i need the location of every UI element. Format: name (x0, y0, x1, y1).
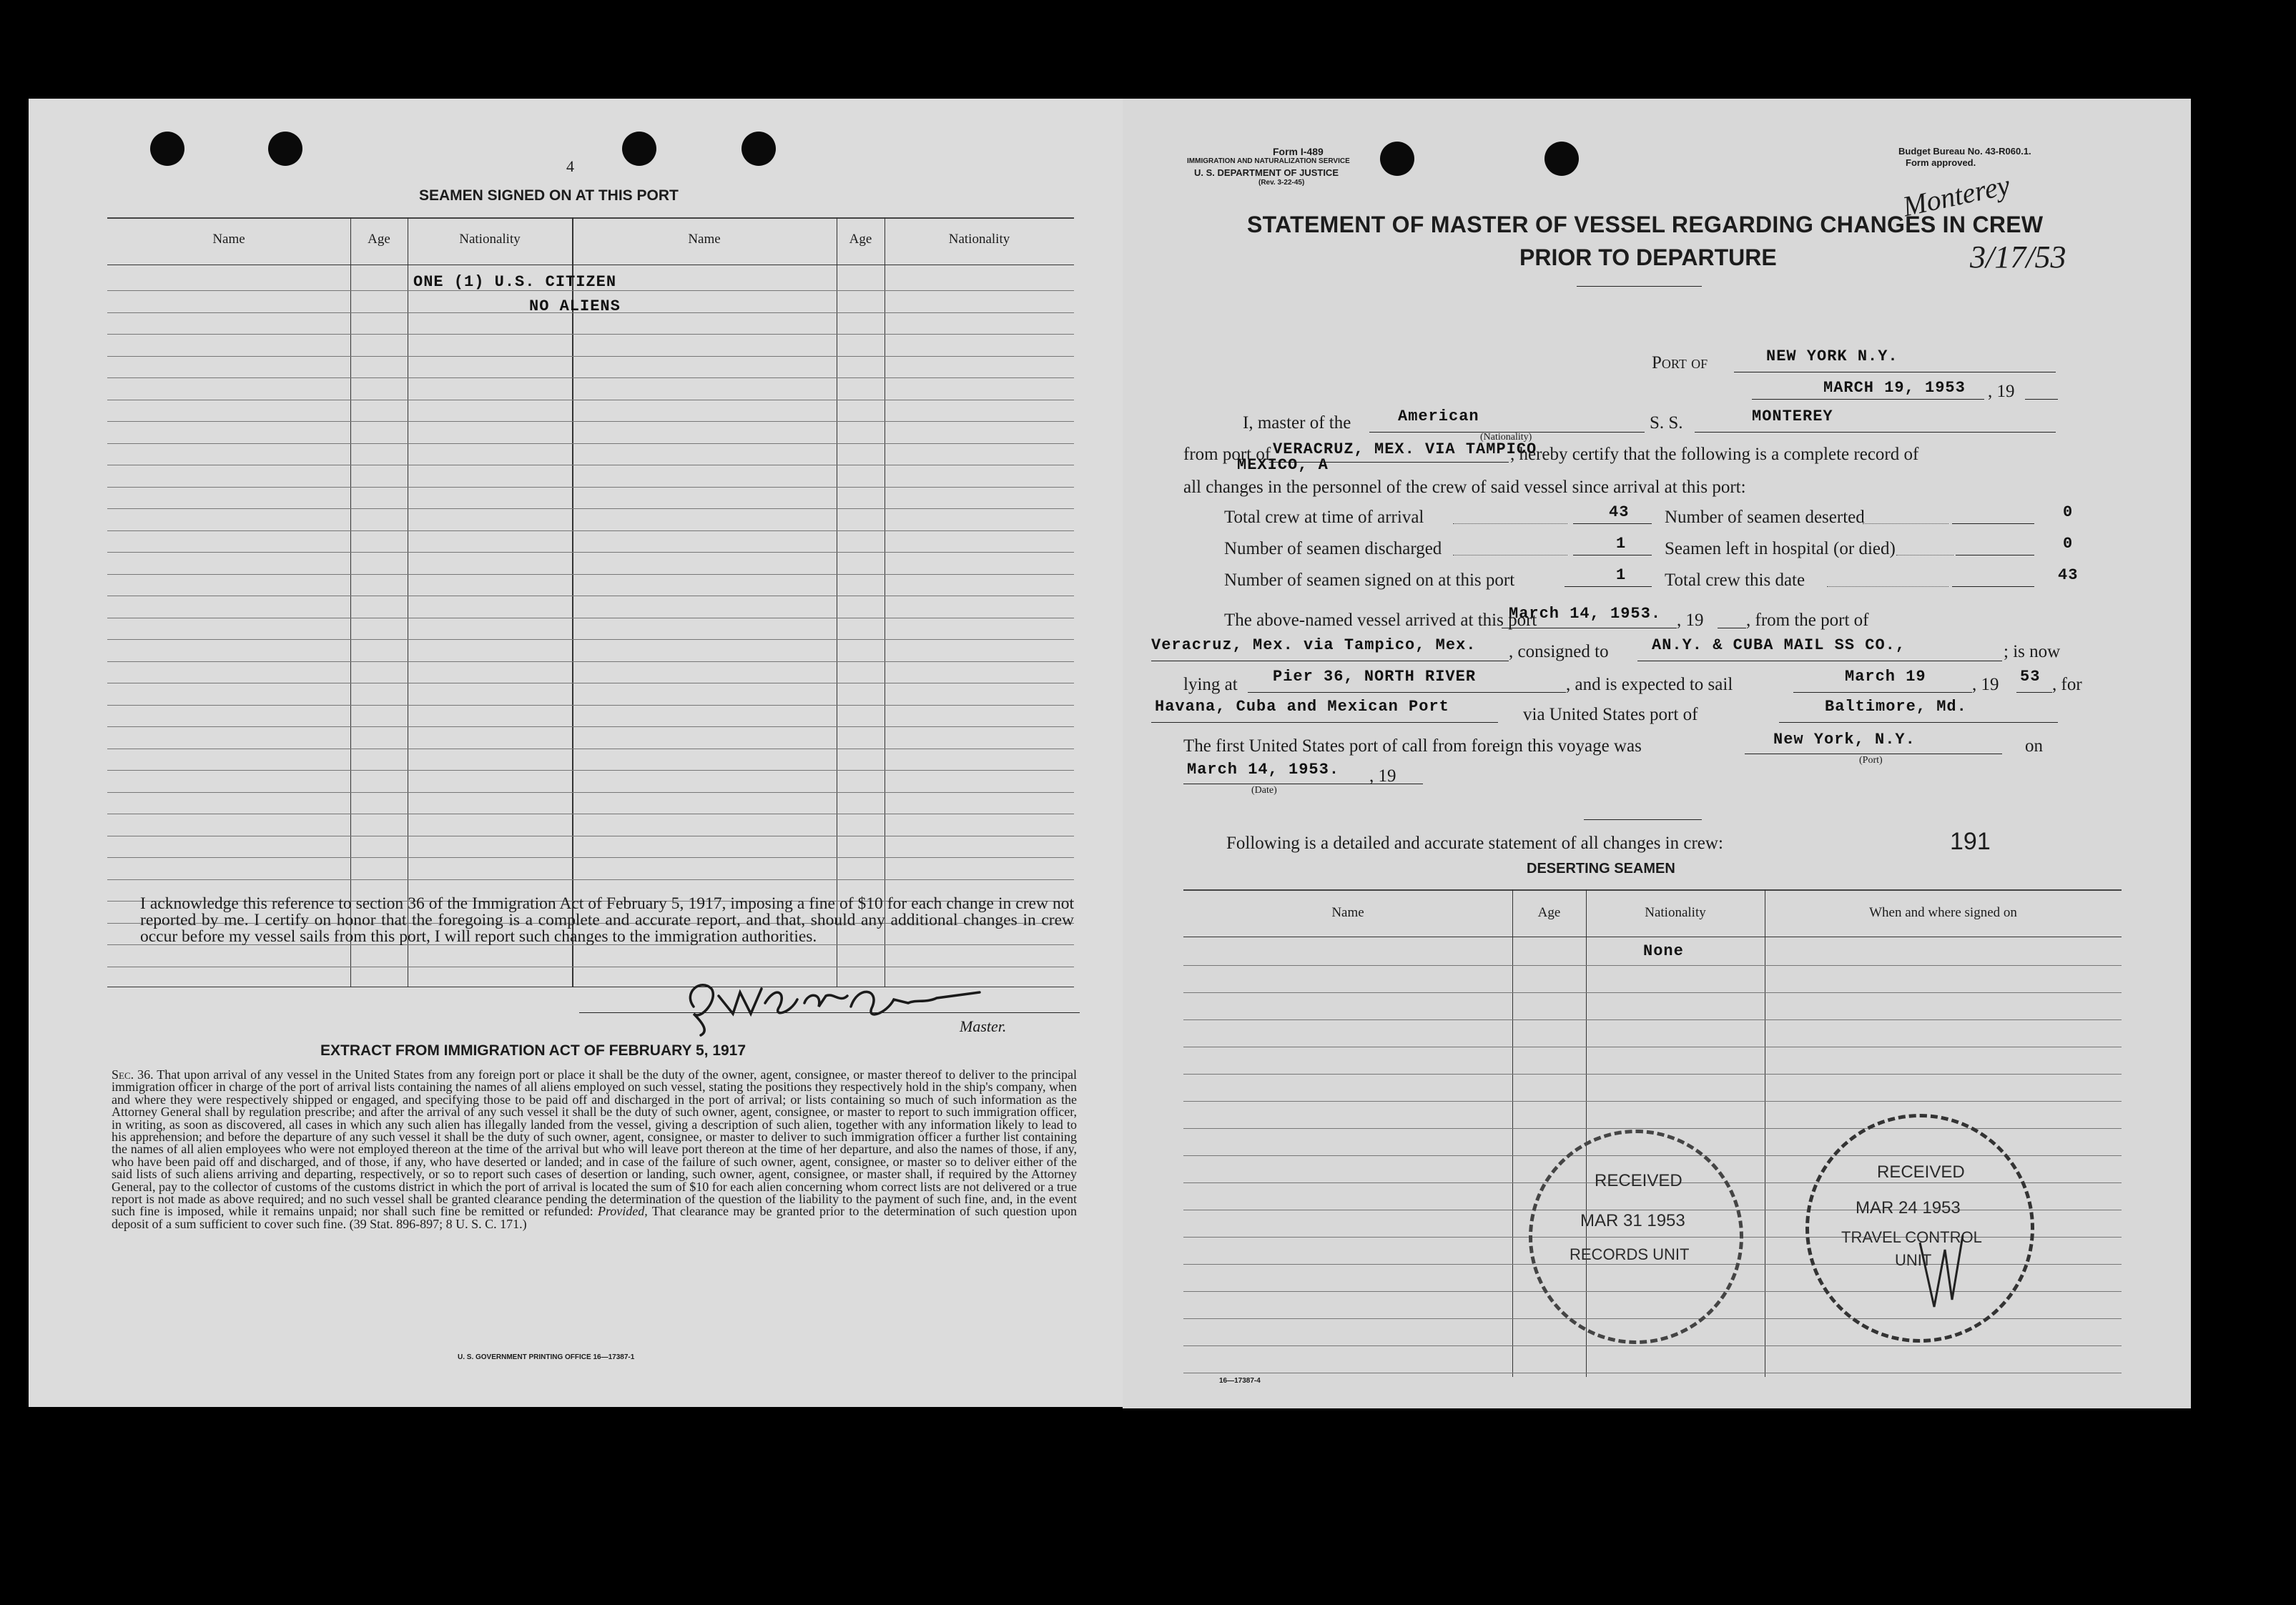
discharged-label: Number of seamen discharged (1224, 539, 1442, 558)
punch-hole (150, 132, 184, 166)
first-port-date: March 14, 1953. (1187, 761, 1340, 779)
punch-hole (1544, 142, 1579, 176)
destination: Havana, Cuba and Mexican Port (1155, 698, 1449, 716)
table-row-rule (107, 726, 1074, 727)
hospital-label: Seamen left in hospital (or died) (1665, 539, 1896, 558)
table-row-rule (1183, 965, 2122, 966)
origin-port: Veracruz, Mex. via Tampico, Mex. (1151, 636, 1477, 654)
page-number: 4 (566, 157, 574, 175)
total-crew-arrival-label: Total crew at time of arrival (1224, 508, 1424, 527)
signed-on-value: 1 (1616, 566, 1627, 584)
punch-hole (1380, 142, 1414, 176)
table-row-rule (107, 487, 1074, 488)
table-row-rule (1183, 1074, 2122, 1075)
deserting-title: DESERTING SEAMEN (1527, 861, 1675, 876)
consignee: AN.Y. & CUBA MAIL SS CO., (1652, 636, 1906, 654)
from-port-label: from port of (1183, 445, 1271, 464)
table-row-rule (1183, 1128, 2122, 1129)
stamp-initials (1913, 1228, 1970, 1314)
year-suffix: , 19 (1988, 382, 2015, 401)
table-row-rule (107, 770, 1074, 771)
extract-body: That upon arrival of any vessel in the United States from any foreign port or place it shall be the duty of the owner, agent, consignee, or master thereof to deliver to the principal immigration officer in charge of the port of arrival lists containing the names of all aliens employed on such vessel, stating the positions they respectively hold in the ship's company, when and where they were respectively shipped or engaged, and specifying those to be paid off and discharged in the port of arrival; or lists containing so much of such information as the Attorney General shall by regulation prescribe; and after the arrival of any such vessel it shall be the duty of such owner, agent, consignee, or master to report to such immigration officer, in writing, as soon as discovered, all cases in which any such alien has illegally landed from the vessel, giving a description of such alien, together with any information likely to lead to his apprehension; and before the departure of any such vessel it shall be the duty of such owner, agent, consignee, or master to deliver to such immigration officer a further list containing the names of all alien employees who were not employed thereon at the time of the arrival but who will leave port thereon at the time of her departure, and also the names of those, if any, who have been paid off and discharged, and of those, if any, who have deserted or landed; and in case of the failure of such owner, agent, consignee, or master so to deliver either of the said lists of such aliens arriving and departing, respectively, or so to report such cases of desertion or landing, such owner, agent, consignee, or master shall, if required by the Attorney General, pay to the collector of customs of the customs district in which the port of arrival is located the sum of $10 for each alien concerning whom correct lists are not delivered or a true report is not made as above required; and no such vessel shall be granted clearance pending the determination of the question of the liability to the payment of such fine, and, in the event such fine is imposed, while it remains unpaid; nor shall such fine be remitted or refunded: (112, 1067, 1077, 1219)
for-label: , for (2052, 675, 2082, 694)
form-title: STATEMENT OF MASTER OF VESSEL REGARDING CHANGES IN CREW (1247, 212, 2044, 237)
first-date-year-suffix: , 19 (1369, 766, 1396, 786)
stamp-travel-line1: RECEIVED (1877, 1162, 1965, 1182)
arrived-label: The above-named vessel arrived at this port (1224, 611, 1537, 630)
col-header-nationality: Nationality (459, 232, 521, 247)
extract-sec: Sec. 36. (112, 1067, 154, 1082)
col-header-age: Age (849, 232, 872, 247)
stamp-travel-line3: TRAVEL CONTROL (1841, 1228, 1982, 1246)
expected-label: , and is expected to sail (1566, 675, 1733, 694)
consigned-label: , consigned to (1509, 642, 1609, 661)
is-now-label: ; is now (2004, 642, 2061, 661)
received-stamp-records (1529, 1130, 1743, 1344)
deserted-value: 0 (2063, 503, 2074, 521)
table-row-rule (107, 421, 1074, 422)
table-row-rule (107, 356, 1074, 357)
budget-bureau: Budget Bureau No. 43-R060.1. (1898, 146, 2031, 157)
stamp-travel-line4: UNIT (1895, 1251, 1932, 1269)
table-row-rule (1183, 992, 2122, 993)
date-caption: (Date) (1251, 785, 1277, 796)
from-port-of-label: , from the port of (1746, 611, 1869, 630)
table-row-rule (107, 443, 1074, 444)
left-page (29, 99, 1123, 1407)
table-row-rule (107, 857, 1074, 858)
statement-date: MARCH 19, 1953 (1823, 379, 1966, 397)
table-row-rule (107, 552, 1074, 553)
rev-date: (Rev. 3-22-45) (1258, 179, 1305, 187)
following-label: Following is a detailed and accurate statement of all changes in crew: (1226, 834, 1723, 853)
extract-provided: Provided, (597, 1204, 648, 1219)
extract-title: EXTRACT FROM IMMIGRATION ACT OF FEBRUARY 5, 1917 (320, 1042, 747, 1059)
extract-legal-text (112, 1069, 1077, 1230)
deserting-col-age: Age (1537, 905, 1561, 920)
col-header-name: Name (688, 232, 721, 247)
table-row-rule (107, 661, 1074, 662)
certify-text: , hereby certify that the following is a complete record of (1510, 445, 1919, 464)
total-crew-date-label: Total crew this date (1665, 571, 1805, 590)
from-port-value-2: MEXICO, A (1237, 456, 1329, 474)
punch-hole (268, 132, 302, 166)
deserting-col-nationality: Nationality (1645, 905, 1706, 920)
typed-entry-aliens: NO ALIENS (529, 297, 621, 315)
table-row-rule (107, 705, 1074, 706)
col-header-name: Name (212, 232, 245, 247)
table-row-rule (1183, 1101, 2122, 1102)
via-port: Baltimore, Md. (1825, 698, 1967, 716)
total-crew-date-value: 43 (2058, 566, 2079, 584)
table-row-rule (107, 508, 1074, 509)
total-crew-arrival-value: 43 (1609, 503, 1630, 521)
agency-line: IMMIGRATION AND NATURALIZATION SERVICE (1187, 157, 1350, 165)
right-footer: 16—17387-4 (1219, 1377, 1261, 1385)
stamp-travel-date: MAR 24 1953 (1856, 1198, 1961, 1218)
lying-at-value: Pier 36, NORTH RIVER (1273, 668, 1477, 686)
agency-line: U. S. DEPARTMENT OF JUSTICE (1194, 167, 1339, 178)
left-footer: U. S. GOVERNMENT PRINTING OFFICE 16—17387-1 (458, 1353, 635, 1361)
certify-text-2: all changes in the personnel of the crew of said vessel since arrival at this port: (1183, 478, 1746, 497)
discharged-value: 1 (1616, 535, 1627, 553)
ship-name: MONTEREY (1752, 408, 1833, 425)
arrival-year-suffix: , 19 (1677, 611, 1704, 630)
form-number: Form I-489 (1273, 146, 1324, 157)
master-label: Master. (960, 1017, 1007, 1035)
first-port-value: New York, N.Y. (1773, 731, 1916, 749)
table-row-rule (107, 530, 1074, 531)
extract-tail: That clearance may be granted prior to the determination of such question upon deposit of a sum sufficient to cover such fine. (39 Stat. 896-897; 8 U. S. C. 171.) (112, 1204, 1077, 1231)
table-row-rule (107, 792, 1074, 793)
punch-hole (622, 132, 656, 166)
deserting-col-name: Name (1331, 905, 1364, 920)
table-row-rule (107, 334, 1074, 335)
handwritten-date: 3/17/53 (1970, 239, 2066, 275)
table-row-rule (1183, 1019, 2122, 1020)
from-port-value: VERACRUZ, MEX. VIA TAMPICO (1273, 440, 1537, 458)
punch-hole (741, 132, 776, 166)
ss-label: S. S. (1650, 413, 1683, 433)
stamp-records-date: MAR 31 1953 (1580, 1211, 1685, 1230)
on-label: on (2025, 736, 2043, 756)
port-label: Port of (1652, 353, 1708, 372)
hospital-value: 0 (2063, 535, 2074, 553)
table-row-rule (107, 639, 1074, 640)
acknowledgment-text: I acknowledge this reference to section 36 of the Immigration Act of February 5, 1917, imposing a fine of $10 for each change in crew not reported by me. I certify on honor that the foregoing is a complete and accurate report, and that, should any additional changes in crew occur before my vessel sails from this port, I will report such changes to the immigration authorities. (140, 894, 1074, 946)
deserted-label: Number of seamen deserted (1665, 508, 1865, 527)
table-row-rule (107, 879, 1074, 880)
col-header-age: Age (368, 232, 390, 247)
table-row-rule (1183, 1345, 2122, 1346)
right-page (1123, 99, 2191, 1408)
stamp-records-line3: RECORDS UNIT (1570, 1245, 1690, 1263)
handwritten-ship-name: Monterey (1899, 168, 2013, 223)
nationality-caption: (Nationality) (1480, 432, 1532, 443)
budget-approved: Form approved. (1906, 157, 1976, 168)
signed-on-label: Number of seamen signed on at this port (1224, 571, 1515, 590)
stamp-records-line1: RECEIVED (1595, 1171, 1682, 1190)
form-subtitle: PRIOR TO DEPARTURE (1519, 245, 1777, 270)
table-row-rule (107, 574, 1074, 575)
section-title: SEAMEN SIGNED ON AT THIS PORT (419, 187, 679, 204)
deserting-col-signed-on: When and where signed on (1869, 905, 2017, 920)
table-row-rule (107, 377, 1074, 378)
port-value: NEW YORK N.Y. (1766, 347, 1898, 365)
lying-at-label: lying at (1183, 675, 1238, 694)
arrival-date: March 14, 1953. (1509, 605, 1662, 623)
via-label: via United States port of (1523, 705, 1698, 724)
typed-entry-citizen: ONE (1) U.S. CITIZEN (413, 273, 617, 291)
stamp-number: 191 (1950, 828, 1991, 855)
first-port-label: The first United States port of call from foreign this voyage was (1183, 736, 1642, 756)
port-caption: (Port) (1859, 755, 1883, 766)
col-header-nationality: Nationality (948, 232, 1010, 247)
sail-date: March 19 (1845, 668, 1926, 686)
sail-year-prefix: , 19 (1972, 675, 1999, 694)
sail-year: 53 (2020, 668, 2041, 686)
master-of-label: I, master of the (1243, 413, 1351, 433)
deserting-entry-none: None (1643, 942, 1684, 960)
vessel-nationality: American (1398, 408, 1479, 425)
